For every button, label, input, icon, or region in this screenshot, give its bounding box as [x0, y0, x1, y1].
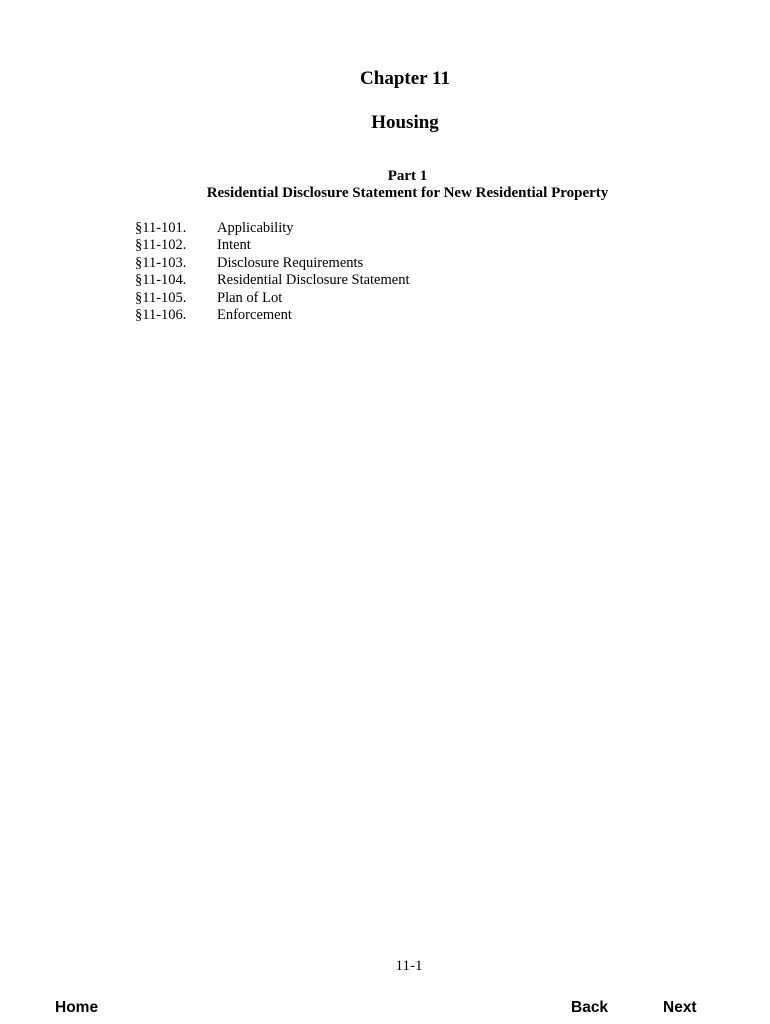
table-of-contents [135, 220, 410, 324]
toc-section-number: §11-101. [135, 220, 187, 236]
page-number: 11-1 [395, 958, 423, 974]
toc-row[interactable] [135, 255, 410, 272]
toc-section-title: Disclosure Requirements [217, 254, 364, 271]
toc-row[interactable] [135, 290, 410, 307]
toc-section-number: §11-106. [135, 307, 187, 324]
toc-section-title: Residential Disclosure Statement [217, 272, 410, 289]
part-title: Residential Disclosure Statement for New Residential Property [206, 185, 609, 201]
home-link[interactable]: Home [55, 999, 99, 1016]
toc-section-title: Plan of Lot [217, 289, 283, 306]
toc-section-title: Intent [217, 237, 251, 254]
toc-row[interactable] [135, 220, 410, 237]
toc-section-title: Applicability [217, 220, 294, 236]
chapter-title: Housing [371, 112, 439, 133]
back-link[interactable]: Back [571, 999, 609, 1016]
toc-row[interactable] [135, 307, 410, 324]
part-label: Part 1 [387, 168, 428, 184]
toc-section-number: §11-102. [135, 237, 187, 254]
chapter-heading: Chapter 11 [360, 68, 450, 89]
toc-section-number: §11-105. [135, 289, 187, 306]
toc-row[interactable] [135, 272, 410, 289]
next-link[interactable]: Next [663, 999, 697, 1016]
toc-section-title: Enforcement [217, 307, 292, 324]
toc-section-number: §11-103. [135, 254, 187, 271]
toc-row[interactable] [135, 237, 410, 254]
toc-section-number: §11-104. [135, 272, 187, 289]
